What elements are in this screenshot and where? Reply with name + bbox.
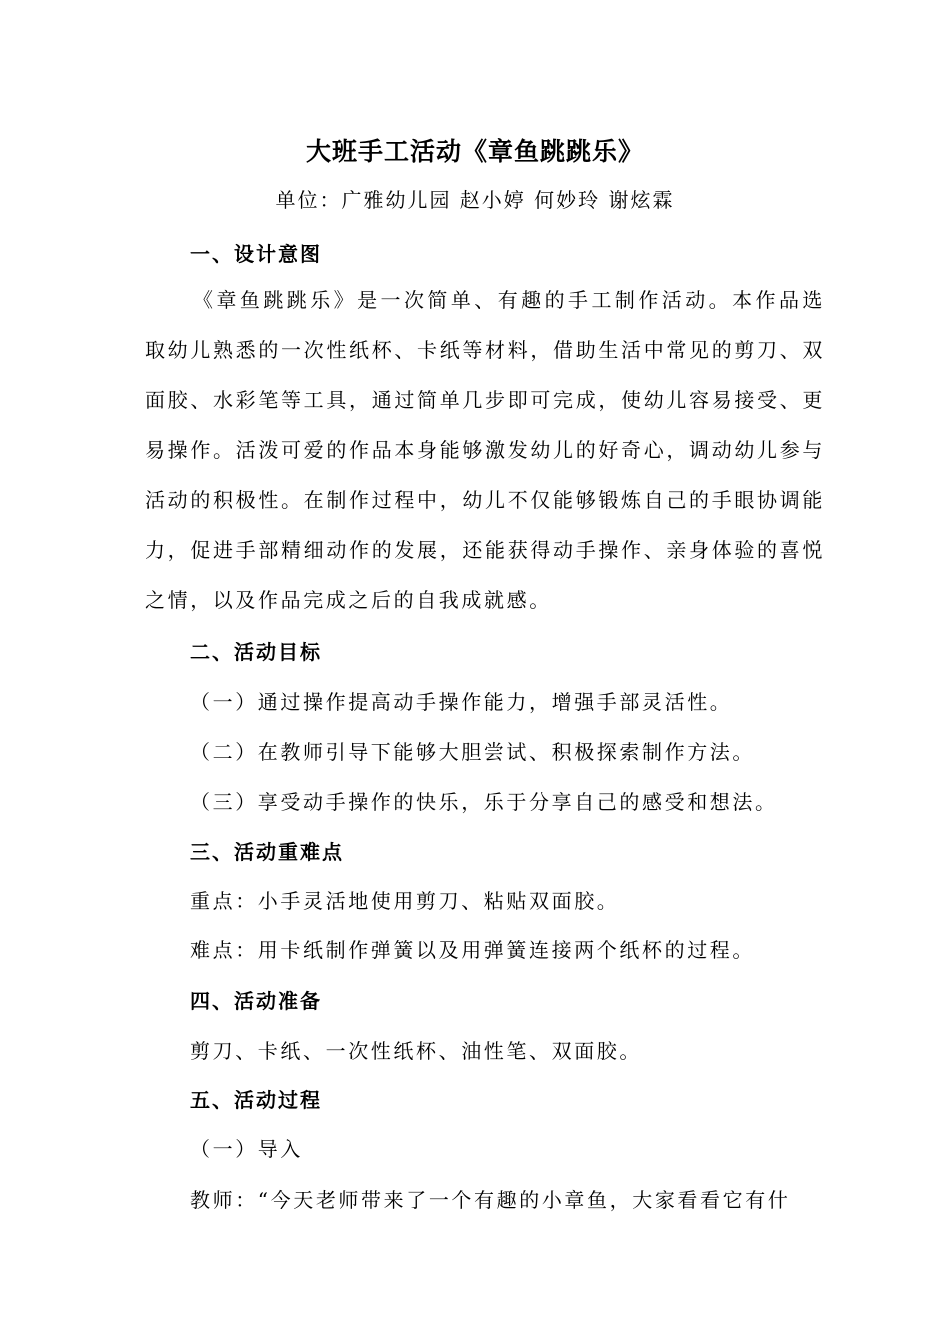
goal-item: （三）享受动手操作的快乐，乐于分享自己的感受和想法。: [190, 790, 778, 814]
section-heading-process: 五、活动过程: [190, 1088, 322, 1112]
materials-list: 剪刀、卡纸、一次性纸杯、油性笔、双面胶。: [190, 1039, 642, 1063]
goal-item: （一）通过操作提高动手操作能力，增强手部灵活性。: [190, 690, 733, 714]
teacher-quote: 教师：“今天老师带来了一个有趣的小章鱼，大家看看它有什: [190, 1188, 791, 1212]
author-line: 单位：广雅幼儿园 赵小婷 何妙玲 谢炫霖: [275, 188, 675, 212]
section-heading-preparation: 四、活动准备: [190, 989, 322, 1013]
section-heading-goals: 二、活动目标: [190, 640, 322, 664]
document-title: 大班手工活动《章鱼跳跳乐》: [305, 137, 644, 166]
section-heading-key-points: 三、活动重难点: [190, 840, 344, 864]
process-sub-heading: （一）导入: [190, 1137, 303, 1161]
difficult-point: 难点：用卡纸制作弹簧以及用弹簧连接两个纸杯的过程。: [190, 938, 755, 962]
key-point: 重点：小手灵活地使用剪刀、粘贴双面胶。: [190, 889, 620, 913]
design-intent-paragraph: 《章鱼跳跳乐》是一次简单、有趣的手工制作活动。本作品选取幼儿熟悉的一次性纸杯、卡纸等材料，借助生活中常见的剪刀、双面胶、水彩笔等工具，通过简单几步即可完成，使幼儿容易接受、更易操作。活泼可爱的作品本身能够激发幼儿的好奇心，调动幼儿参与活动的积极性。在制作过程中，幼儿不仅能够锻炼自己的手眼协调能力，促进手部精细动作的发展，还能获得动手操作、亲身体验的喜悦之情，以及作品完成之后的自我成就感。: [145, 288, 825, 612]
goal-item: （二）在教师引导下能够大胆尝试、积极探索制作方法。: [190, 740, 755, 764]
section-heading-design-intent: 一、设计意图: [190, 242, 322, 266]
